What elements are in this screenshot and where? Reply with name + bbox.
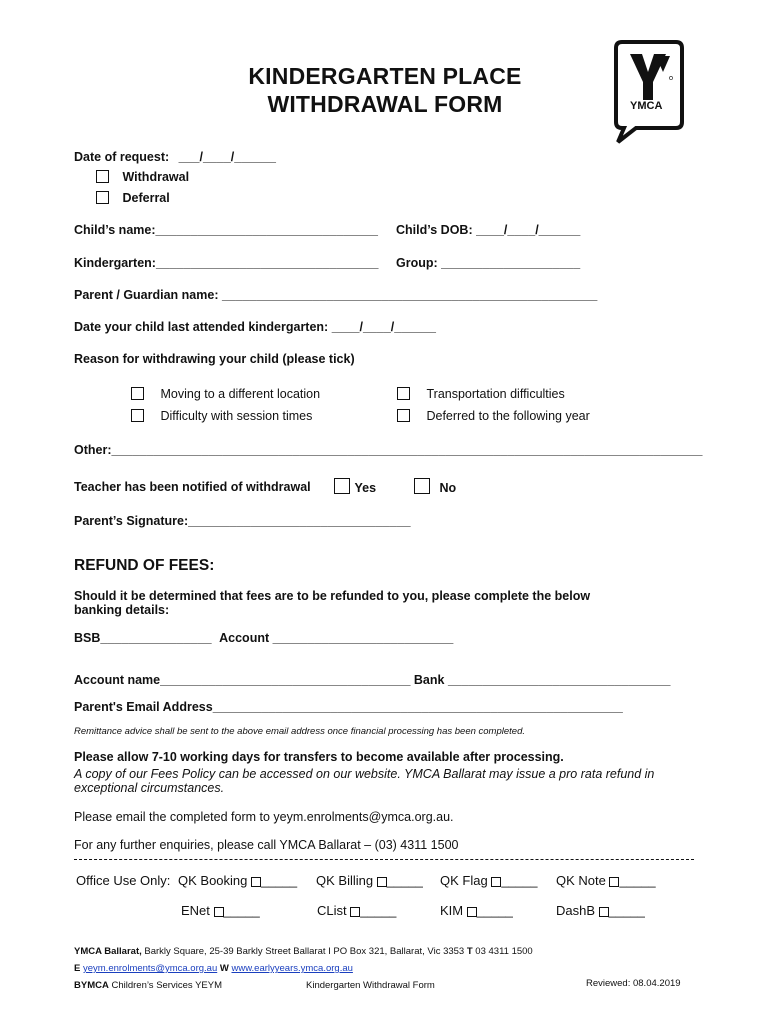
dashb-checkbox[interactable] [599, 907, 609, 917]
footer-address-text: Barkly Square, 25-39 Barkly Street Ballarat I PO Box 321, Ballarat, Vic 3353 [141, 946, 467, 957]
form-title-line1: KINDERGARTEN PLACE [248, 63, 522, 89]
account-field[interactable]: __________________________ [272, 631, 454, 645]
dashb-label: DashB [556, 903, 596, 918]
child-name-label: Child’s name: [74, 223, 156, 237]
office-divider [74, 859, 694, 860]
footer-phone-label: T [466, 946, 473, 957]
deferred-checkbox[interactable] [397, 409, 410, 422]
date-of-request-field[interactable]: ___/____/______ [178, 150, 276, 164]
refund-intro-line2: banking details: [74, 603, 170, 617]
qk-note-item[interactable] [556, 873, 656, 888]
deferred-label: Deferred to the following year [426, 409, 590, 423]
other-row [74, 443, 702, 457]
qk-note-checkbox[interactable] [609, 877, 619, 887]
parent-name-label: Parent / Guardian name: [74, 288, 219, 302]
qk-flag-blank: _____ [501, 873, 538, 888]
footer-org: YMCA Ballarat, [74, 946, 142, 957]
other-field[interactable]: _____________________________________________________________________________________ [111, 443, 703, 457]
reason-option-transport[interactable] [397, 387, 565, 401]
group-field[interactable]: ____________________ [441, 256, 581, 270]
withdrawal-option[interactable] [96, 170, 189, 184]
clist-blank: _____ [360, 903, 397, 918]
qk-flag-checkbox[interactable] [491, 877, 501, 887]
enet-blank: _____ [223, 903, 260, 918]
signature-field[interactable]: ________________________________ [188, 514, 411, 528]
transport-checkbox[interactable] [397, 387, 410, 400]
remittance-note: Remittance advice shall be sent to the above email address once financial processing has been completed. [74, 726, 525, 737]
footer-dept [74, 980, 222, 991]
qk-billing-label: QK Billing [316, 873, 374, 888]
yes-checkbox[interactable] [334, 478, 350, 494]
ymca-speech-bubble-logo-icon [612, 38, 684, 146]
teacher-notified-label: Teacher has been notified of withdrawal [74, 480, 311, 494]
yes-label: Yes [354, 481, 377, 495]
footer-form-name: Kindergarten Withdrawal Form [306, 980, 435, 991]
reason-option-session[interactable] [131, 409, 312, 423]
footer-email-link[interactable]: yeym.enrolments@ymca.org.au [82, 963, 218, 974]
kim-label: KIM [440, 903, 464, 918]
footer-email-label: E [74, 963, 81, 974]
account-name-field[interactable]: ____________________________________ [160, 673, 411, 687]
enet-checkbox[interactable] [214, 907, 224, 917]
signature-label: Parent’s Signature: [74, 514, 189, 528]
deferral-checkbox[interactable] [96, 191, 109, 204]
form-title [190, 62, 580, 118]
footer-address [74, 946, 533, 957]
footer-website-link[interactable]: www.earlyyears.ymca.org.au [231, 963, 353, 974]
email-instruction: Please email the completed form to yeym.enrolments@ymca.org.au. [74, 810, 454, 824]
form-title-line2: WITHDRAWAL FORM [267, 91, 503, 117]
email-address-label: Parent's Email Address [74, 700, 213, 714]
logo-text: YMCA [630, 100, 663, 112]
office-use-label: Office Use Only: [76, 873, 171, 888]
kindergarten-field[interactable]: ________________________________ [155, 256, 379, 270]
signature-row [74, 514, 411, 528]
policy-note-line2: exceptional circumstances. [74, 781, 225, 795]
last-attended-field[interactable]: ____/____/______ [331, 320, 436, 334]
child-dob-label: Child’s DOB: [396, 223, 473, 237]
bsb-account-row [74, 631, 453, 645]
qk-booking-checkbox[interactable] [251, 877, 261, 887]
withdrawal-label: Withdrawal [122, 170, 190, 184]
child-name-field[interactable]: ________________________________ [155, 223, 378, 237]
qk-note-label: QK Note [556, 873, 606, 888]
qk-booking-label: QK Booking [178, 873, 248, 888]
ymca-logo [612, 38, 684, 146]
reason-option-deferred[interactable] [397, 409, 590, 423]
bsb-field[interactable]: ________________ [100, 631, 212, 645]
last-attended-label: Date your child last attended kindergarten: [74, 320, 329, 334]
policy-note-line1: A copy of our Fees Policy can be accessed on our website. YMCA Ballarat may issue a pro rata refund in [74, 767, 655, 781]
dashb-blank: _____ [608, 903, 645, 918]
enquiries-note: For any further enquiries, please call YMCA Ballarat – (03) 4311 1500 [74, 838, 459, 852]
qk-billing-blank: _____ [386, 873, 423, 888]
date-of-request-label: Date of request: [74, 150, 170, 164]
footer-phone: 03 4311 1500 [472, 946, 533, 957]
footer-reviewed: Reviewed: 08.04.2019 [586, 978, 681, 989]
account-name-row [74, 673, 670, 687]
session-checkbox[interactable] [131, 409, 144, 422]
reason-option-moving[interactable] [131, 387, 320, 401]
kim-item[interactable] [440, 903, 513, 918]
child-name-row [74, 223, 378, 237]
kim-blank: _____ [476, 903, 513, 918]
moving-checkbox[interactable] [131, 387, 144, 400]
withdrawal-checkbox[interactable] [96, 170, 109, 183]
other-label: Other: [74, 443, 112, 457]
qk-billing-checkbox[interactable] [377, 877, 387, 887]
email-address-row [74, 700, 623, 714]
dashb-item[interactable] [556, 903, 645, 918]
last-attended-row [74, 320, 436, 334]
qk-flag-item[interactable] [440, 873, 537, 888]
deferral-label: Deferral [122, 191, 170, 205]
bsb-label: BSB [74, 631, 101, 645]
footer-web-label: W [219, 963, 229, 974]
group-label: Group: [396, 256, 438, 270]
account-name-label: Account name [74, 673, 161, 687]
session-label: Difficulty with session times [160, 409, 313, 423]
child-dob-row [396, 223, 580, 237]
moving-label: Moving to a different location [160, 387, 321, 401]
parent-name-field[interactable]: ______________________________________________________ [221, 288, 598, 302]
kindergarten-label: Kindergarten: [74, 256, 156, 270]
qk-flag-label: QK Flag [440, 873, 488, 888]
reason-label: Reason for withdrawing your child (please tick) [74, 352, 355, 366]
qk-billing-item[interactable] [316, 873, 423, 888]
refund-intro-line1: Should it be determined that fees are to be refunded to you, please complete the below [74, 589, 591, 603]
bank-label: Bank [413, 673, 445, 687]
email-address-field[interactable]: ___________________________________________________________ [212, 700, 623, 714]
bank-field[interactable]: ________________________________ [447, 673, 671, 687]
qk-booking-item[interactable] [178, 873, 297, 888]
transport-label: Transportation difficulties [426, 387, 565, 401]
date-of-request-row [74, 150, 276, 164]
clist-label: CList [317, 903, 347, 918]
clist-item[interactable] [317, 903, 396, 918]
footer-dept-bold: BYMCA [74, 980, 109, 991]
refund-heading: REFUND OF FEES: [74, 557, 215, 574]
clist-checkbox[interactable] [350, 907, 360, 917]
allow-note: Please allow 7-10 working days for transfers to become available after processing. [74, 750, 564, 764]
group-row [396, 256, 580, 270]
footer-contact [74, 963, 353, 974]
no-label: No [439, 481, 457, 495]
qk-booking-blank: _____ [261, 873, 298, 888]
footer-dept-text: Children’s Services YEYM [108, 980, 223, 991]
kim-checkbox[interactable] [467, 907, 477, 917]
enet-item[interactable] [181, 903, 260, 918]
teacher-yes-option[interactable] [334, 478, 376, 495]
kindergarten-row [74, 256, 378, 270]
parent-name-row [74, 288, 597, 302]
no-checkbox[interactable] [414, 478, 430, 494]
teacher-no-option[interactable] [414, 478, 456, 495]
qk-note-blank: _____ [619, 873, 656, 888]
child-dob-field[interactable]: ____/____/______ [476, 223, 581, 237]
deferral-option[interactable] [96, 191, 170, 205]
enet-label: ENet [181, 903, 210, 918]
account-label: Account [219, 631, 270, 645]
